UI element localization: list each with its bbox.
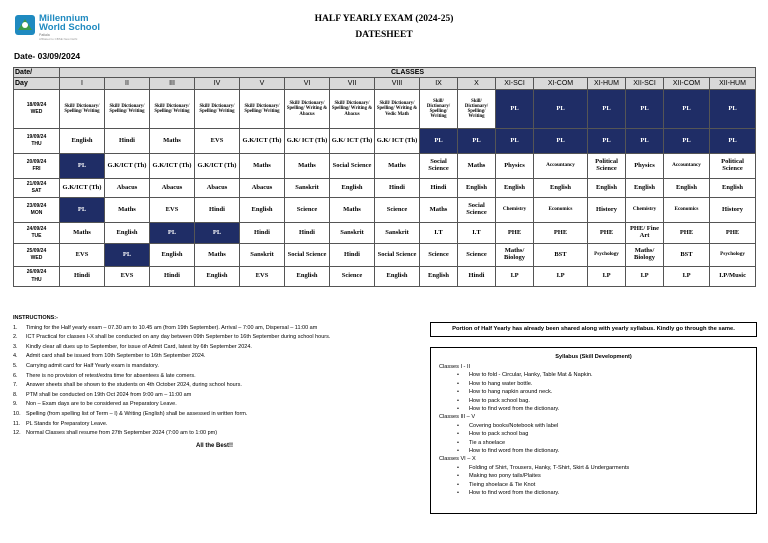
column-header: III (150, 78, 195, 90)
date-cell (14, 90, 60, 129)
subject-cell: Maths (150, 129, 195, 154)
subject-cell: BST (534, 244, 588, 267)
bullet-icon: • (457, 422, 459, 429)
subject-cell: Economics (664, 198, 710, 223)
column-header: IX (420, 78, 458, 90)
subject-cell: English (534, 179, 588, 198)
header-row-columns (14, 78, 756, 90)
column-header: XII-HUM (710, 78, 756, 90)
corner-day: Day (14, 78, 60, 90)
subject-cell: G.K/ICT (Th) (150, 154, 195, 179)
subject-cell: Political Science (710, 154, 756, 179)
subject-cell: Psychology (588, 244, 626, 267)
datesheet-row (14, 198, 756, 223)
syllabus-item (431, 447, 756, 455)
instruction-text: Carrying admit card for Half Yearly exam is mandatory. (26, 362, 159, 369)
column-header: V (240, 78, 285, 90)
bullet-icon: • (457, 389, 459, 396)
subject-cell: Skill/ Dictionary/ Spelling/ Writing (150, 90, 195, 129)
school-logo (14, 13, 104, 39)
bullet-icon: • (457, 473, 459, 480)
subject-cell: Science (420, 244, 458, 267)
column-header: I (60, 78, 105, 90)
column-header: X (458, 78, 496, 90)
column-header: VI (285, 78, 330, 90)
date-value: 24/09/24 (26, 225, 47, 232)
school-crest-icon (14, 14, 36, 36)
subject-cell: English (240, 198, 285, 223)
subject-cell: BST (664, 244, 710, 267)
subject-cell: PL (60, 154, 105, 179)
subject-cell: PHE (664, 223, 710, 244)
subject-cell: Chemistry (496, 198, 534, 223)
bullet-icon: • (457, 380, 459, 387)
date-cell (14, 129, 60, 154)
date-value: 18/09/24 (26, 101, 47, 108)
instruction-number: 9. (13, 401, 18, 408)
subject-cell: G.K/ ICT (Th) (330, 129, 375, 154)
subject-cell: Skill/ Dictionary/ Spelling/ Writing (105, 90, 150, 129)
subject-cell: G.K/ICT (Th) (195, 154, 240, 179)
date-cell (14, 179, 60, 198)
subject-cell: I.P (534, 267, 588, 287)
instructions (13, 314, 413, 439)
instruction-text: Admit card shall be issued from 10th September to 16th September 2024. (26, 353, 206, 360)
subject-cell: Abacus (105, 179, 150, 198)
subject-cell: Skill/ Dictionary/ Spelling/ Writing & Abacus (285, 90, 330, 129)
instruction-text: Non – Exam days are to be considered as Preparatory Leave. (26, 401, 177, 408)
subject-cell: English (330, 179, 375, 198)
subject-cell: English (626, 179, 664, 198)
page-title: HALF YEARLY EXAM (2024-25) (314, 14, 454, 24)
date-cell (14, 154, 60, 179)
datesheet-table (13, 67, 756, 287)
bullet-icon: • (457, 397, 459, 404)
subject-cell: Skill/ Dictionary/ Spelling/ Writing (195, 90, 240, 129)
bullet-icon: • (457, 439, 459, 446)
syllabus-box (430, 347, 757, 514)
syllabus-item (431, 422, 756, 430)
subject-cell: English (710, 179, 756, 198)
instruction-item (13, 420, 413, 430)
subject-cell: EVS (240, 267, 285, 287)
subject-cell: Social Science (285, 244, 330, 267)
subject-cell: EVS (150, 198, 195, 223)
subject-cell: PL (710, 90, 756, 129)
syllabus-item-text: How to pack school bag (469, 431, 529, 438)
instruction-item (13, 343, 413, 353)
date-value: 19/09/24 (26, 133, 47, 140)
instruction-number: 4. (13, 353, 18, 360)
syllabus-item-text: Making two pony tails/Plaites (469, 473, 541, 480)
instruction-text: Answer sheets shall be shown to the students on 4th October 2024, during school hours. (26, 382, 242, 389)
subject-cell: Maths (60, 223, 105, 244)
subject-cell: Maths (195, 244, 240, 267)
subject-cell: Science (330, 267, 375, 287)
instruction-text: There is no provision of retest/extra time for absentees & late comers. (26, 372, 196, 379)
subject-cell: PL (588, 129, 626, 154)
column-header: XII-SCI (626, 78, 664, 90)
subject-cell: PHE (496, 223, 534, 244)
bullet-icon: • (457, 481, 459, 488)
subject-cell: Maths/ Biology (496, 244, 534, 267)
day-value: TUE (31, 233, 42, 239)
subject-cell: Abacus (150, 179, 195, 198)
subject-cell: Skill/ Dictionary/ Spelling/ Writing (240, 90, 285, 129)
syllabus-item (431, 489, 756, 497)
subject-cell: English (664, 179, 710, 198)
day-value: SAT (31, 188, 42, 194)
subject-cell: PHE (588, 223, 626, 244)
syllabus-item-text: Folding of Shirt, Trousers, Hanky, T-Shirt, Skirt & Undergarments (469, 464, 630, 471)
subject-cell: Psychology (710, 244, 756, 267)
subject-cell: Hindi (240, 223, 285, 244)
instruction-item (13, 372, 413, 382)
instruction-item (13, 333, 413, 343)
subject-cell: Hindi (285, 223, 330, 244)
subject-cell: English (496, 179, 534, 198)
subject-cell: PL (496, 90, 534, 129)
subject-cell: PHE (534, 223, 588, 244)
instruction-item (13, 362, 413, 372)
subject-cell: G.K/ ICT (Th) (285, 129, 330, 154)
syllabus-item-text: Tie a shoelace (469, 439, 506, 446)
date-value: 26/09/24 (26, 269, 47, 276)
instruction-number: 12. (13, 430, 21, 437)
subject-cell: I.T (420, 223, 458, 244)
subject-cell: EVS (60, 244, 105, 267)
subject-cell: PL (150, 223, 195, 244)
date-value: 23/09/24 (26, 202, 47, 209)
subject-cell: Hindi (105, 129, 150, 154)
subject-cell: Maths (420, 198, 458, 223)
subject-cell: Hindi (150, 267, 195, 287)
instruction-number: 7. (13, 382, 18, 389)
instruction-number: 8. (13, 391, 18, 398)
subject-cell: Science (458, 244, 496, 267)
instruction-text: Spelling (from spelling list of Term – I) & Writing (English) shall be assessed in written form. (26, 410, 248, 417)
subject-cell: Maths (330, 198, 375, 223)
instruction-number: 11. (13, 420, 21, 427)
datesheet-row (14, 244, 756, 267)
subject-cell: PL (626, 90, 664, 129)
subject-cell: PL (626, 129, 664, 154)
syllabus-item (431, 481, 756, 489)
instruction-text: PL Stands for Preparatory Leave. (26, 420, 108, 427)
subject-cell: Accountancy (534, 154, 588, 179)
datesheet-row (14, 179, 756, 198)
instruction-item (13, 429, 413, 439)
subject-cell: Science (375, 198, 420, 223)
column-header: XII-COM (664, 78, 710, 90)
subject-cell: PL (458, 129, 496, 154)
subject-cell: PHE (710, 223, 756, 244)
subject-cell: English (458, 179, 496, 198)
bullet-icon: • (457, 372, 459, 379)
syllabus-title: Syllabus (Skill Development) (555, 354, 632, 360)
syllabus-group-label: Classes VI – X (439, 456, 476, 463)
subject-cell: I.P/Music (710, 267, 756, 287)
subject-cell: EVS (195, 129, 240, 154)
subject-cell: G.K/ ICT (Th) (375, 129, 420, 154)
syllabus-item-text: How to hang napkin around neck. (469, 389, 553, 396)
subject-cell: English (375, 267, 420, 287)
instruction-item (13, 391, 413, 401)
subject-cell: Maths/ Biology (626, 244, 664, 267)
instructions-heading: INSTRUCTIONS:- (13, 315, 58, 321)
logo-line-3: Patiala (39, 33, 50, 37)
datesheet-row (14, 267, 756, 287)
subject-cell: Maths (105, 198, 150, 223)
bullet-icon: • (457, 464, 459, 471)
date-cell (14, 267, 60, 287)
subject-cell: PL (534, 90, 588, 129)
logo-line-1: Millennium (39, 13, 89, 24)
instruction-item (13, 410, 413, 420)
subject-cell: G.K/ICT (Th) (60, 179, 105, 198)
day-value: MON (30, 210, 43, 216)
subject-cell: Physics (626, 154, 664, 179)
syllabus-item-text: How to find word from the dictionary. (469, 490, 560, 497)
subject-cell: PL (664, 129, 710, 154)
subject-cell: PL (710, 129, 756, 154)
subject-cell: Chemistry (626, 198, 664, 223)
subject-cell: I.P (588, 267, 626, 287)
datesheet-row (14, 223, 756, 244)
day-value: WED (30, 255, 43, 261)
subject-cell: English (420, 267, 458, 287)
column-header: IV (195, 78, 240, 90)
day-value: THU (31, 141, 42, 147)
syllabus-item (431, 472, 756, 480)
subject-cell: Hindi (195, 198, 240, 223)
subject-cell: Maths (458, 154, 496, 179)
bullet-icon: • (457, 431, 459, 438)
subject-cell: History (588, 198, 626, 223)
subject-cell: Social Science (458, 198, 496, 223)
syllabus-item-text: Tieing shoelace & Tie Knot (469, 481, 536, 488)
syllabus-item (431, 430, 756, 438)
subject-cell: I.P (626, 267, 664, 287)
subject-cell: Sanskrit (330, 223, 375, 244)
subject-cell: Skill/ Dictionary/ Spelling/ Writing (60, 90, 105, 129)
syllabus-item (431, 388, 756, 396)
subject-cell: Sanskrit (240, 244, 285, 267)
syllabus-item (431, 405, 756, 413)
instruction-number: 2. (13, 334, 18, 341)
subject-cell: Hindi (375, 179, 420, 198)
subject-cell: English (195, 267, 240, 287)
subject-cell: Hindi (60, 267, 105, 287)
date-line: Date- 03/09/2024 (14, 51, 81, 61)
subject-cell: PL (534, 129, 588, 154)
syllabus-item-text: How to find word from the dictionary. (469, 406, 560, 413)
subject-cell: English (105, 223, 150, 244)
syllabus-item (431, 371, 756, 379)
column-header: II (105, 78, 150, 90)
subject-cell: PL (60, 198, 105, 223)
subject-cell: PHE/ Fine Art (626, 223, 664, 244)
datesheet-row (14, 129, 756, 154)
day-value: THU (31, 276, 42, 283)
datesheet-row (14, 90, 756, 129)
subject-cell: Science (285, 198, 330, 223)
date-value: 20/09/24 (26, 158, 47, 165)
syllabus-item (431, 464, 756, 472)
subject-cell: Skill/ Dictionary/ Spelling/ Writing (420, 90, 458, 129)
closing-note: All the Best!! (196, 443, 234, 449)
subject-cell: History (710, 198, 756, 223)
syllabus-item-text: How to fold - Circular, Hanky, Table Mat & Napkin. (469, 372, 593, 379)
instruction-item (13, 381, 413, 391)
instruction-item (13, 400, 413, 410)
subject-cell: Social Science (330, 154, 375, 179)
instruction-item (13, 324, 413, 334)
page-subtitle: DATESHEET (355, 30, 413, 40)
subject-cell: PL (496, 129, 534, 154)
subject-cell: English (285, 267, 330, 287)
corner-date: Date/ (14, 68, 60, 78)
bullet-icon: • (457, 406, 459, 413)
subject-cell: PL (195, 223, 240, 244)
instruction-text: Timing for the Half yearly exam – 07.30 am to 10.45 am (from 19th September). Arrival – 7:00 am, Dispersal – 11:00 am (26, 324, 318, 331)
column-header: XI-COM (534, 78, 588, 90)
subject-cell: Sanskrit (285, 179, 330, 198)
portion-note-box: Portion of Half Yearly has already been shared along with yearly syllabus. Kindly go through the same. (430, 322, 757, 337)
subject-cell: English (60, 129, 105, 154)
bullet-icon: • (457, 490, 459, 497)
subject-cell: Skill/ Dictionary/ Spelling/ Writing & Vedic Math (375, 90, 420, 129)
day-value: WED (30, 109, 43, 115)
date-value: 25/09/24 (26, 247, 47, 254)
subject-cell: Accountancy (664, 154, 710, 179)
subject-cell: Sanskrit (375, 223, 420, 244)
syllabus-item-text: How to find word from the dictionary. (469, 448, 560, 455)
subject-cell: EVS (105, 267, 150, 287)
subject-cell: Maths (375, 154, 420, 179)
subject-cell: Abacus (240, 179, 285, 198)
subject-cell: PL (664, 90, 710, 129)
subject-cell: PL (105, 244, 150, 267)
instruction-number: 6. (13, 372, 18, 379)
subject-cell: G.K/ICT (Th) (105, 154, 150, 179)
syllabus-item (431, 397, 756, 405)
subject-cell: Maths (285, 154, 330, 179)
subject-cell: Physics (496, 154, 534, 179)
date-cell (14, 223, 60, 244)
instruction-number: 1. (13, 324, 18, 331)
date-value: 21/09/24 (26, 180, 47, 187)
instruction-text: Normal Classes shall resume from 27th September 2024 (7:00 am to 1:00 pm) (26, 430, 218, 437)
instruction-number: 10. (13, 410, 21, 417)
classes-header: CLASSES (60, 68, 756, 78)
logo-line-4: Affiliated to CBSE New Delhi (39, 37, 78, 41)
subject-cell: English (150, 244, 195, 267)
instruction-number: 5. (13, 362, 18, 369)
instruction-number: 3. (13, 343, 18, 350)
subject-cell: Hindi (330, 244, 375, 267)
instruction-item (13, 352, 413, 362)
date-cell (14, 244, 60, 267)
subject-cell: Economics (534, 198, 588, 223)
syllabus-item (431, 380, 756, 388)
instruction-text: Kindly clear all dues up to September, for issue of Admit Card, latest by 6th September 2024. (26, 343, 252, 350)
syllabus-item-text: How to hang water bottle. (469, 380, 533, 387)
syllabus-item-text: How to pack school bag. (469, 397, 530, 404)
subject-cell: G.K/ICT (Th) (240, 129, 285, 154)
subject-cell: Skill/ Dictionary/ Spelling/ Writing & Abacus (330, 90, 375, 129)
datesheet-row (14, 154, 756, 179)
column-header: VII (330, 78, 375, 90)
subject-cell: Hindi (458, 267, 496, 287)
column-header: XI-HUM (588, 78, 626, 90)
subject-cell: Abacus (195, 179, 240, 198)
column-header: VIII (375, 78, 420, 90)
bullet-icon: • (457, 448, 459, 455)
instruction-text: ICT Practical for classes I-X shall be conducted on any day between 09th September to 16th September during school hours. (26, 334, 331, 341)
syllabus-group-label: Classes III – V (439, 414, 476, 421)
subject-cell: English (588, 179, 626, 198)
subject-cell: Political Science (588, 154, 626, 179)
syllabus-group-label: Classes I - II (439, 364, 471, 370)
subject-cell: Social Science (375, 244, 420, 267)
subject-cell: Social Science (420, 154, 458, 179)
syllabus-item-text: Covering books/Notebook with label (469, 422, 559, 429)
column-header: XI-SCI (496, 78, 534, 90)
subject-cell: Maths (240, 154, 285, 179)
syllabus-item (431, 439, 756, 447)
subject-cell: PL (588, 90, 626, 129)
subject-cell: Skill/ Dictionary/ Spelling/ Writing (458, 90, 496, 129)
subject-cell: I.T (458, 223, 496, 244)
header-row-classes (14, 68, 756, 78)
logo-line-2: World School (39, 22, 101, 33)
subject-cell: I.P (664, 267, 710, 287)
subject-cell: Hindi (420, 179, 458, 198)
date-cell (14, 198, 60, 223)
subject-cell: I.P (496, 267, 534, 287)
instruction-text: PTM shall be conducted on 19th Oct 2024 from 9:00 am – 11:00 am (26, 391, 192, 398)
day-value: FRI (32, 166, 41, 172)
subject-cell: PL (420, 129, 458, 154)
